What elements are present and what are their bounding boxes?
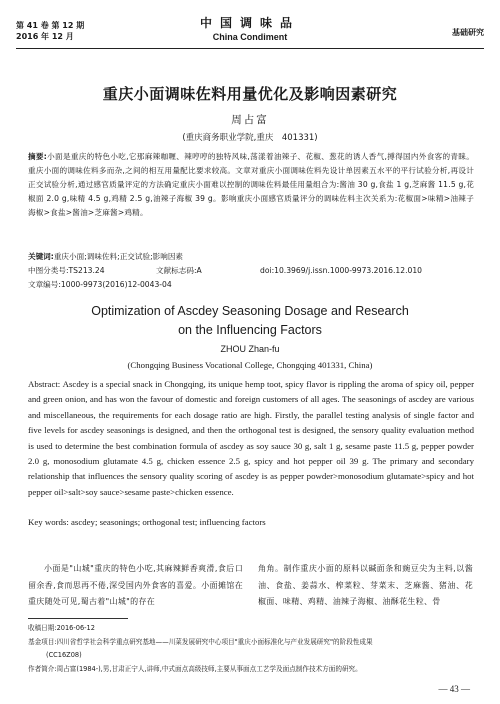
keywords-en-label: Key words:	[28, 517, 69, 527]
abstract-cn	[28, 150, 474, 220]
abstract-cn-label: 摘要:	[28, 152, 48, 161]
issue-volume: 第 41 卷 第 12 期	[16, 21, 85, 30]
section-label: 基础研究	[452, 28, 484, 37]
journal-name-en: China Condiment	[212, 32, 288, 42]
title-en-line-1: Optimization of Ascdey Seasoning Dosage and Research	[91, 304, 409, 318]
author-bio: 作者简介:周占富(1984-),男,甘肃正宁人,讲师,中式面点高级技师,主要从事面点工艺学及面点制作技术方面的研究。	[28, 664, 362, 673]
keywords-cn-text: 重庆小面;调味佐料;正交试验;影响因素	[53, 252, 184, 261]
article-id: 文章编号:1000-9973(2016)12-0043-04	[28, 280, 172, 289]
author-cn: 周占富	[231, 114, 269, 126]
keywords-en-text: ascdey; seasonings; orthogonal test; influencing factors	[71, 517, 266, 527]
issue-date: 2016 年 12 月	[16, 32, 74, 41]
body-column-left: 小面是"山城"重庆的特色小吃,其麻辣鲜香爽滑,食后口留余香,食而思再不倦,深受国内外食客的喜爱。小面摊馆在重庆随处可见,蜀古着"山城"的存在	[28, 564, 243, 606]
fund-code: (CC16Z08)	[46, 651, 82, 659]
abstract-en	[28, 377, 474, 500]
article-title-en	[20, 302, 480, 340]
footnote-divider	[28, 618, 128, 619]
fund-info: 基金项目:四川省哲学社会科学重点研究基地——川菜发展研究中心项目"重庆小面标准化与产业发展研究"的阶段性成果	[28, 637, 373, 646]
received-date: 收稿日期:2016-06-12	[28, 624, 95, 632]
abstract-cn-text: 小面是重庆的特色小吃,它那麻辣咖喱、辣哼哼的独特风味,荡漾着油辣子、花椒、葱花的诱人香气,搏得国内外食客的青睐。重庆小面的调味佐料多而杂,之间的相互用量配比要求较高。文章对重庆小面调味佐料先设计单因素五水平的平行试验分析,再设计正交试验分析,通过感官质量评定的方法确定重庆小面难以控制的调味佐料最佳用量组合为:酱油 30 g,食盐 1 g,芝麻酱 11.5 g,花椒面 2.0 g,味精 4.5 g,鸡精 2.5 g,油辣子海椒 39 g。影响重庆小面感官质量评分的调味佐料主次关系为:花椒面>味精>油辣子海椒>食盐>酱油>芝麻酱>鸡精。	[28, 152, 475, 217]
abstract-en-label: Abstract:	[28, 379, 61, 389]
journal-name-cn: 中国调味品	[199, 16, 300, 30]
issue-info	[16, 20, 84, 42]
keywords-cn	[28, 250, 474, 264]
doi: doi:10.3969/j.issn.1000-9973.2016.12.010	[260, 266, 422, 275]
keywords-en	[28, 515, 474, 529]
body-column-right: 角角。制作重庆小面的原料以碱面条和豌豆尖为主料,以酱油、食盐、姜蒜水、榨菜粒、芽菜末、芝麻酱、猪油、花椒面、味精、鸡精、油辣子海椒、油酥花生粒、骨	[258, 564, 473, 606]
clc-number: 中图分类号:TS213.24	[28, 266, 105, 275]
page-number: — 43 —	[438, 684, 470, 694]
abstract-en-text: Ascdey is a special snack in Chongqing, its unique hemp toot, spicy flavor is rippling the aroma of spicy oil, pepper and green onion, and has won the favour of domestic and foreign customers of all ages. The seasonings of ascdey are various and miscellaneous, the requirements for each dosage ratio are high. Firstly, the parallel testing analysis of single factor and five levels for ascdey seasonings is designed, and then the orthogonal test is designed, the sensory quality evaluation method is used to determine the best combination formula of ascdey as soy sauce 30 g, salt 1 g, sesame paste 11.5 g, pepper powder 2.0 g, monosodium glutamate 4.5 g, chicken essence 2.5 g, spicy and hot pepper oil 39 g. The primary and secondary relationship that influences the sensory quality scoring of ascdey is as pepper powder>monosodium glutamate>spicy and hot pepper oil>salt>soy sauce>sesame paste>chicken essence.	[28, 379, 474, 497]
header-divider	[16, 48, 484, 49]
affiliation-en: (Chongqing Business Vocational College, Chongqing 401331, China)	[127, 360, 373, 370]
document-code: 文献标志码:A	[156, 266, 202, 275]
title-en-line-2: on the Influencing Factors	[178, 323, 322, 337]
classification-line	[28, 264, 474, 278]
affiliation-cn: (重庆商务职业学院,重庆 401331)	[182, 133, 318, 143]
footnotes	[28, 622, 474, 676]
author-en: ZHOU Zhan-fu	[220, 344, 280, 354]
journal-masthead	[180, 16, 320, 43]
keywords-cn-label: 关键词:	[28, 252, 54, 261]
article-title-cn: 重庆小面调味佐料用量优化及影响因素研究	[102, 85, 398, 103]
